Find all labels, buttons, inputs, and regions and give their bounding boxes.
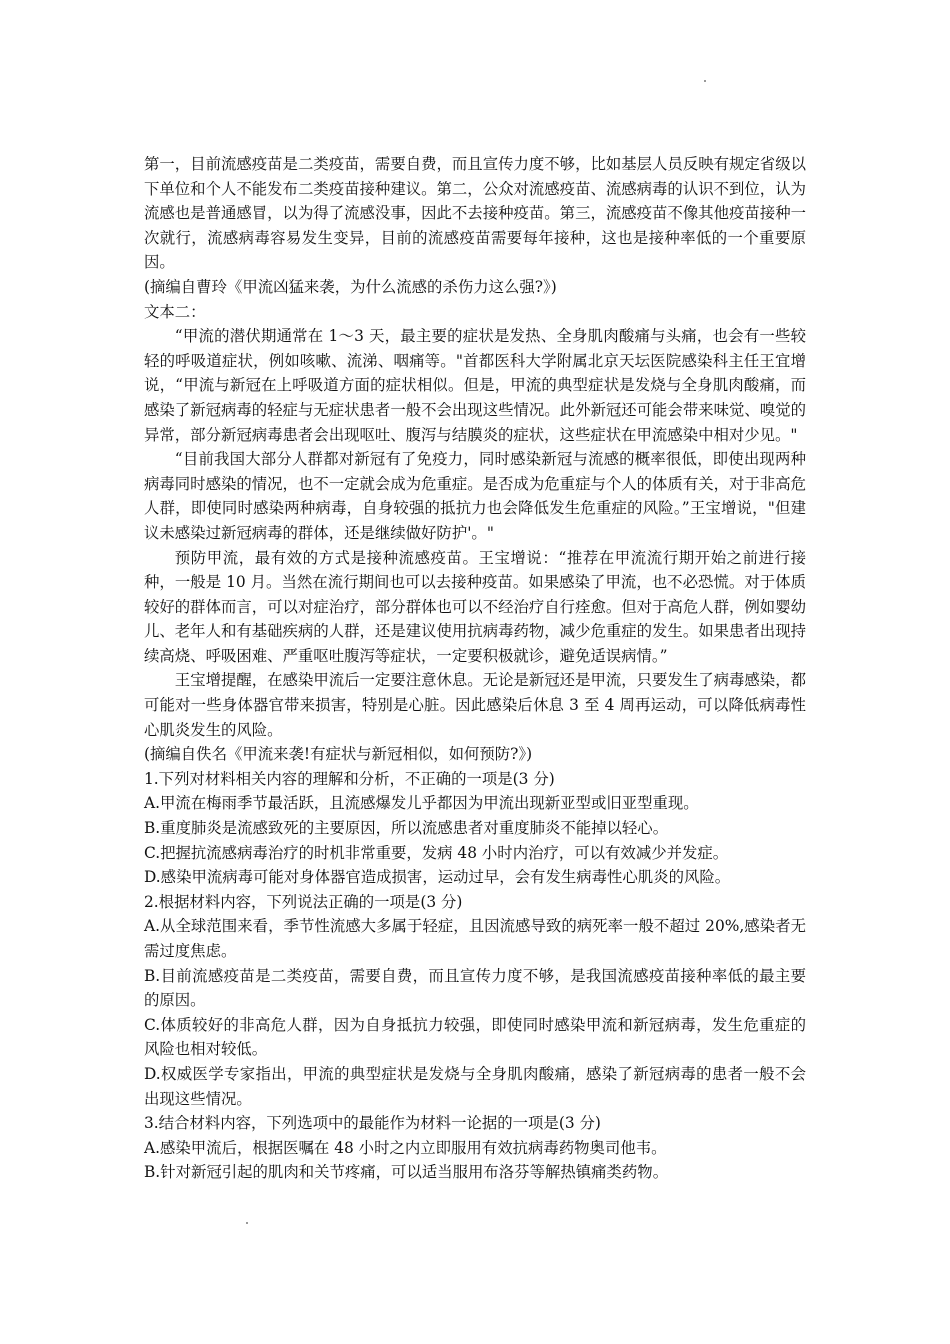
question-3-option-b: B.针对新冠引起的肌肉和关节疼痛，可以适当服用布洛芬等解热镇痛类药物。 (144, 1163, 669, 1182)
text2-paragraph-1: “甲流的潜伏期通常在 1～3 天，最主要的症状是发热、全身肌肉酸痛与头痛，也会有一些较轻的呼吸道症状，例如咳嗽、流涕、咽痛等。"首都医科大学附属北京天坛医院感染科主任王宜增说，“甲流与新冠在上呼吸道方面的症状相似。但是，甲流的典型症状是发烧与全身肌肉酸痛，而感染了新冠病毒的轻症与无症状患者一般不会出现这些情况。此外新冠还可能会带来味觉、嗅觉的异常，部分新冠病毒患者会出现呕吐、腹泻与结膜炎的症状，这些症状在甲流感染中相对少见。" (144, 327, 806, 444)
question-3-option-a: A.感染甲流后，根据医嘱在 48 小时之内立即服用有效抗病毒药物奥司他韦。 (144, 1138, 667, 1157)
text2-heading: 文本二： (144, 302, 206, 321)
question-1-option-d: D.感染甲流病毒可能对身体器官造成损害，运动过早，会有发生病毒性心肌炎的风险。 (144, 868, 731, 887)
question-2-option-d: D.权威医学专家指出，甲流的典型症状是发烧与全身肌肉酸痛，感染了新冠病毒的患者一般不会出现这些情况。 (144, 1064, 806, 1108)
question-1-stem: 1.下列对材料相关内容的理解和分析，不正确的一项是(3 分) (144, 769, 555, 788)
question-2-option-c: C.体质较好的非高危人群，因为自身抵抗力较强，即使同时感染甲流和新冠病毒，发生危重症的风险也相对较低。 (144, 1015, 806, 1059)
question-2-option-a: A.从全球范围来看，季节性流感大多属于轻症，且因流感导致的病死率一般不超过 20%,感染者无需过度焦虑。 (144, 917, 806, 960)
text2-paragraph-4: 王宝增提醒，在感染甲流后一定要注意休息。无论是新冠还是甲流，只要发生了病毒感染，都可能对一些身体器官带来损害，特别是心脏。因此感染后休息 3 至 4 周再运动，可以降低病毒性心肌炎发生的风险。 (144, 671, 806, 739)
question-1-option-a: A.甲流在梅雨季节最活跃，且流感爆发儿乎都因为甲流出现新亚型或旧亚型重现。 (144, 794, 699, 813)
footer-speck (246, 1222, 248, 1224)
corner-speck (704, 80, 706, 82)
question-2-stem: 2.根据材料内容，下列说法正确的一项是(3 分) (144, 892, 463, 911)
question-1-option-c: C.把握抗流感病毒治疗的时机非常重要，发病 48 小时内治疗，可以有效减少并发症。 (144, 843, 729, 862)
source-citation-1: (摘编自曹玲《甲流凶猛来袭，为什么流感的杀伤力这么强?》) (144, 277, 557, 296)
document-body (144, 152, 806, 1185)
question-1-option-b: B.重度肺炎是流感致死的主要原因，所以流感患者对重度肺炎不能掉以轻心。 (144, 819, 669, 838)
source-citation-2: (摘编自佚名《甲流来袭!有症状与新冠相似，如何预防?》) (144, 745, 533, 764)
question-2-option-b: B.目前流感疫苗是二类疫苗，需要自费，而且宣传力度不够，是我国流感疫苗接种率低的最主要的原因。 (144, 966, 806, 1010)
question-3-stem: 3.结合材料内容，下列选项中的最能作为材料一论据的一项是(3 分) (144, 1114, 601, 1133)
text1-reasons-paragraph: 第一，目前流感疫苗是二类疫苗，需要自费，而且宣传力度不够，比如基层人员反映有规定省级以下单位和个人不能发布二类疫苗接种建议。第二，公众对流感疫苗、流感病毒的认识不到位，认为流感也是普通感冒，以为得了流感没事，因此不去接种疫苗。第三，流感疫苗不像其他疫苗接种一次就行，流感病毒容易发生变异，目前的流感疫苗需要每年接种，这也是接种率低的一个重要原因。 (144, 155, 806, 272)
text2-paragraph-3: 预防甲流，最有效的方式是接种流感疫苗。王宝增说：“推荐在甲流流行期开始之前进行接种，一般是 10 月。当然在流行期间也可以去接种疫苗。如果感染了甲流，也不必恐慌。对于体质较好的群体而言，可以对症治疗，部分群体也可以不经治疗自行痊愈。但对于高危人群，例如婴幼儿、老年人和有基础疾病的人群，还是建议使用抗病毒药物，减少危重症的发生。如果患者出现持续高烧、呼吸困难、严重呕吐腹泻等症状，一定要积极就诊，避免适误病情。” (144, 548, 806, 665)
text2-paragraph-2: “目前我国大部分人群都对新冠有了免疫力，同时感染新冠与流感的概率很低，即使出现两种病毒同时感染的情况，也不一定就会成为危重症。是否成为危重症与个人的体质有关，对于非高危人群，即使同时感染两种病毒，自身较强的抵抗力也会降低发生危重症的风险。”王宝增说，"但建议未感染过新冠病毒的群体，还是继续做好防护'。" (144, 450, 806, 542)
